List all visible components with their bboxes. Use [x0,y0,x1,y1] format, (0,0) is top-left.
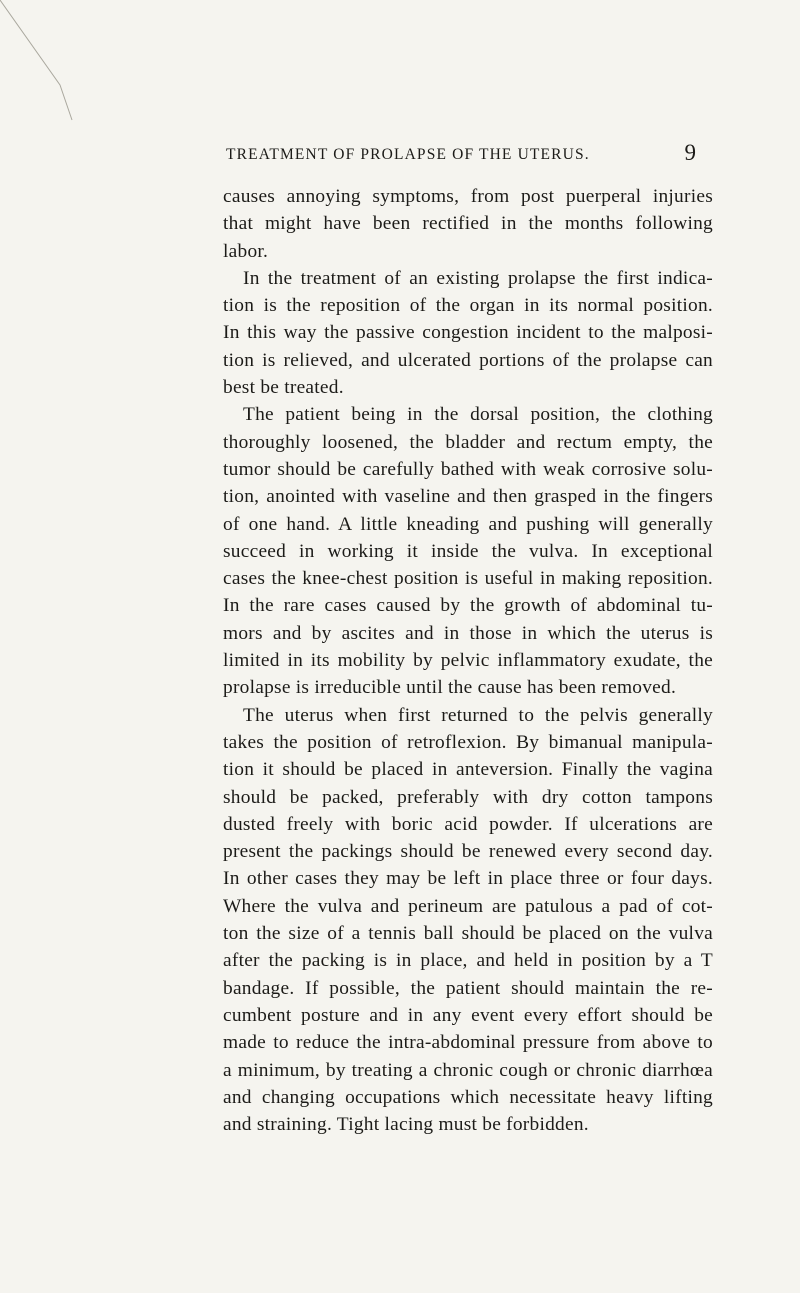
text-line: The patient being in the dorsal position, the clothing [243,404,713,426]
text-line: ton the size of a tennis ball should be placed on the vulva [223,923,713,945]
text-line: tion it should be placed in anteversion. Finally the vagina [223,759,713,781]
text-line: cases the knee-chest position is useful in making reposition. [223,568,713,590]
text-line: thoroughly loosened, the bladder and rectum empty, the [223,431,713,453]
text-line: causes annoying symptoms, from post puerperal injuries [223,186,713,207]
text-line: In other cases they may be left in place three or four days. [223,868,713,890]
text-line: limited in its mobility by pelvic inflammatory exudate, the [223,650,713,672]
text-line: In the treatment of an existing prolapse the first indica- [243,267,713,289]
body-text [223,183,713,1138]
text-line: succeed in working it inside the vulva. In exceptional [223,540,713,562]
text-line: tumor should be carefully bathed with weak corrosive solu- [223,458,713,480]
text-line: tion, anointed with vaseline and then grasped in the fingers [223,486,713,508]
text-line: tion is relieved, and ulcerated portions of the prolapse can [223,349,713,371]
text-line: present the packings should be renewed every second day. [223,841,713,863]
text-line: takes the position of retroflexion. By bimanual manipula- [223,731,713,753]
text-line: should be packed, preferably with dry cotton tampons [223,786,713,808]
running-head [226,140,696,176]
text-line: Where the vulva and perineum are patulous a pad of cot- [223,895,713,917]
text-line: made to reduce the intra-abdominal pressure from above to [223,1032,713,1054]
text-line: bandage. If possible, the patient should maintain the re- [223,977,713,999]
text-line: and straining. Tight lacing must be forbidden. [223,1114,589,1136]
text-line: cumbent posture and in any event every effort should be [223,1004,713,1026]
text-line: a minimum, by treating a chronic cough or chronic diarrhœa [223,1059,713,1081]
text-line: labor. [223,240,269,262]
text-line: dusted freely with boric acid powder. If ulcerations are [223,813,713,835]
text-line: after the packing is in place, and held in position by a T [223,950,713,972]
running-title: TREATMENT OF PROLAPSE OF THE UTERUS. [226,146,590,163]
text-line: and changing occupations which necessitate heavy lifting [223,1086,713,1108]
text-line: The uterus when first returned to the pelvis generally [243,704,713,726]
text-line: of one hand. A little kneading and pushing will generally [223,513,713,535]
text-line: that might have been rectified in the months following [223,213,713,235]
text-line: best be treated. [223,377,344,399]
text-line: prolapse is irreducible until the cause has been removed. [223,677,677,699]
text-line: tion is the reposition of the organ in its normal position. [223,295,713,317]
page-number: 9 [684,140,696,165]
text-line: mors and by ascites and in those in which the uterus is [223,622,713,644]
text-line: In this way the passive congestion incident to the malposi- [223,322,713,344]
text-line: In the rare cases caused by the growth of abdominal tu- [223,595,713,617]
